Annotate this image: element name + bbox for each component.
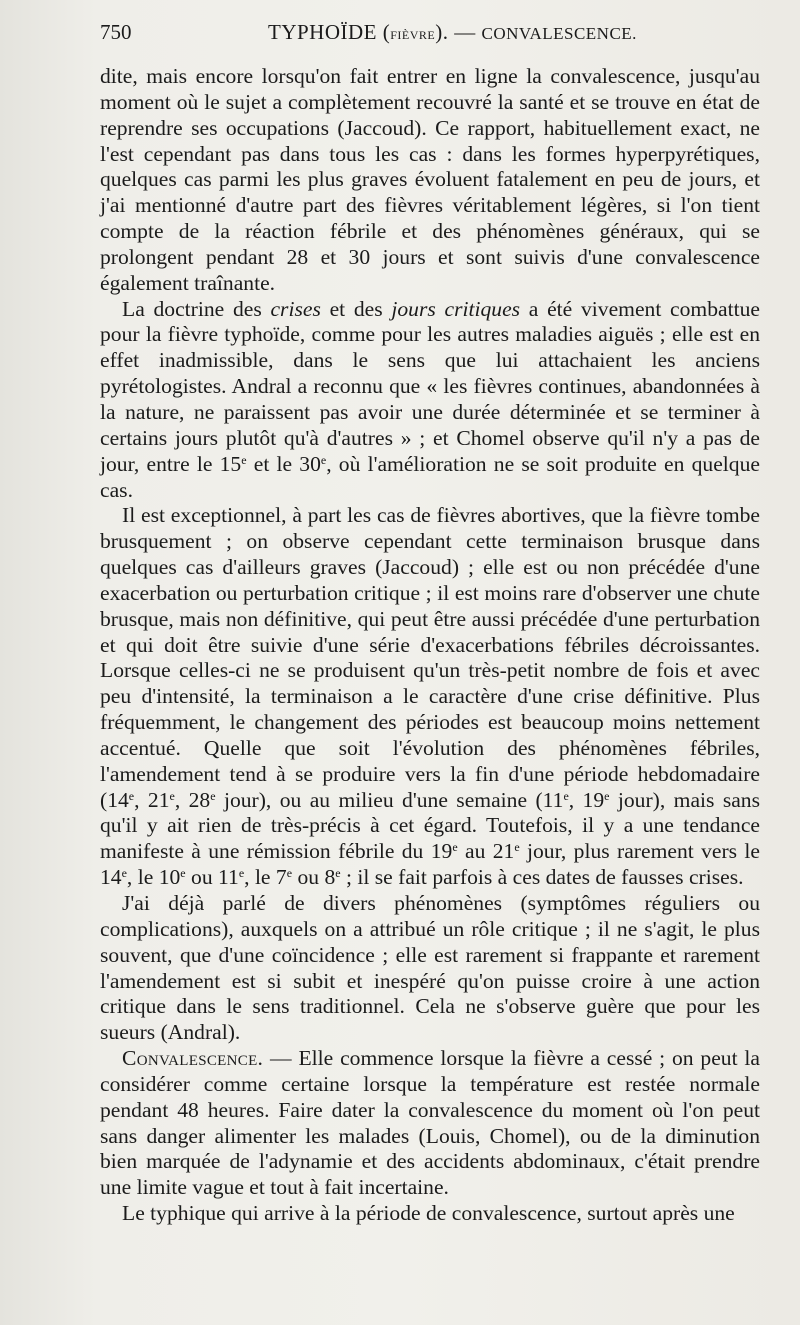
paragraph-2 xyxy=(100,297,760,504)
superscript: e xyxy=(452,840,458,855)
title-close: ). xyxy=(435,20,449,44)
running-title xyxy=(268,20,637,45)
superscript: e xyxy=(210,788,216,803)
superscript: e xyxy=(563,788,569,803)
title-dash: — xyxy=(448,20,482,44)
title-section: CONVALESCENCE. xyxy=(481,24,637,43)
text-run: a été vivement combattue pour la fièvre typhoïde, comme pour les autres maladies aiguës ; elle est en effet inadmissible, dans le sens que lui attachaient les anciens pyrétologistes. Andral a reconnu que « les fièvres continues, abandonnées à la nature, ne paraissent pas avoir une durée déterminée et se terminer à certains jours plutôt qu'à d'autres » ; et Chomel observe qu'il n'y a pas de jour, entre le 15 xyxy=(100,296,760,476)
text-run: , 28 xyxy=(174,787,211,812)
emphasis-crises: crises xyxy=(270,296,321,321)
emphasis-jours-critiques: jours critiques xyxy=(391,296,521,321)
superscript: e xyxy=(286,866,293,881)
text-run: , 19 xyxy=(568,787,605,812)
paragraph-6: Le typhique qui arrive à la période de convalescence, surtout après une xyxy=(122,1201,735,1226)
text-run: et le 30 xyxy=(246,451,321,476)
text-run: ou 8 xyxy=(292,865,336,890)
paragraph-1: dite, mais encore lorsqu'on fait entrer en ligne la convalescence, jusqu'au moment où le sujet a complètement recouvré la santé et se trouve en état de reprendre ses occupations (Jaccoud). Ce rapport, habituellement exact, ne l'est cependant pas dans tous les cas : dans les formes hyperpyrétiques, quelques cas parmi les plus graves évoluent fatalement en peu de jours, et j'ai mentionné d'autre part des fièvres véritablement légères, si l'on tient compte de la réaction fébrile et des phénomènes généraux, qui se prolongent pendant 28 et 30 jours et sont suivis d'une convalescence également traînante. xyxy=(100,64,760,295)
text-run: , où l'amélioration ne se soit produite en quelque cas. xyxy=(100,451,760,502)
text-run: La doctrine des xyxy=(122,296,271,321)
superscript: e xyxy=(180,866,186,881)
superscript: e xyxy=(128,788,135,803)
page-number: 750 xyxy=(100,20,132,44)
text-run: jour), ou au milieu d'une semaine (11 xyxy=(215,787,564,812)
text-run: , le 10 xyxy=(126,865,181,890)
text-run: ; il se fait parfois à ces dates de fausses crises. xyxy=(340,865,744,890)
text-run: — Elle commence lorsque la fièvre a cessé ; on peut la considérer comme certaine lorsque la température est restée normale pendant 48 heures. Faire dater la convalescence du moment où l'on peut sans danger alimenter les malades (Louis, Chomel), ou de la diminution bien marquée de l'adynamie et des accidents abdominaux, c'était prendre une limite vague et tout à fait incertaine. xyxy=(100,1046,760,1200)
superscript: e xyxy=(238,866,245,881)
running-head xyxy=(100,18,760,54)
text-run: jour), mais sans qu'il y ait rien de très-précis à cet égard. Toutefois, il y a une tendance manifeste à une rémission fébrile du 19 xyxy=(100,787,761,864)
text-run: , le 7 xyxy=(244,865,287,890)
paragraph-4: J'ai déjà parlé de divers phénomènes (symptômes réguliers ou complications), auxquels on a attribué un rôle critique ; il ne s'agit, le plus souvent, que d'une coïncidence ; elle est rarement si frappante et rarement l'amendement est si subit et inespéré qu'on puisse croire à une action critique dans le sens traditionnel. Cela ne s'observe guère que pour les sueurs (Andral). xyxy=(100,891,760,1045)
superscript: e xyxy=(604,788,610,803)
superscript: e xyxy=(335,866,341,881)
text-run: Il est exceptionnel, à part les cas de fièvres abortives, que la fièvre tombe brusquement ; on observe cependant cette terminaison brusque dans quelques cas d'ailleurs graves (Jaccoud) ; elle est ou non précédée d'une exacerbation ou perturbation critique ; il est moins rare d'observer une chute brusque, mais non définitive, qui peut être aussi précédée d'une perturbation et qui doit être suivie d'une série d'exacerbations fébriles décroissantes. Lorsque celles-ci ne se produisent qu'un très-petit nombre de fois et avec peu d'intensité, la terminaison a le caractère d'une crise définitive. Plus fréquemment, le changement des périodes est beaucoup moins nettement accentué. Quelle que soit l'évolution des phénomènes fébriles, l'amendement tend à se produire vers la fin d'une période hebdomadaire (14 xyxy=(100,503,760,812)
title-main: TYPHOÏDE ( xyxy=(268,20,391,44)
superscript: e xyxy=(169,788,175,803)
text-run: et des xyxy=(320,296,392,321)
text-run: au 21 xyxy=(457,839,515,864)
body-text xyxy=(100,64,760,1227)
text-run: jour, plus rarement vers le 14 xyxy=(100,839,761,890)
superscript: e xyxy=(121,866,127,881)
paragraph-3 xyxy=(100,503,760,891)
title-small-caps: fièvre xyxy=(390,24,436,43)
text-run: ou 11 xyxy=(185,865,239,890)
text-run: , 21 xyxy=(134,787,170,812)
superscript: e xyxy=(514,840,520,855)
superscript: e xyxy=(241,452,247,467)
section-heading-convalescence: Convalescence. xyxy=(122,1046,264,1071)
superscript: e xyxy=(320,452,327,467)
paragraph-5 xyxy=(100,1046,760,1201)
